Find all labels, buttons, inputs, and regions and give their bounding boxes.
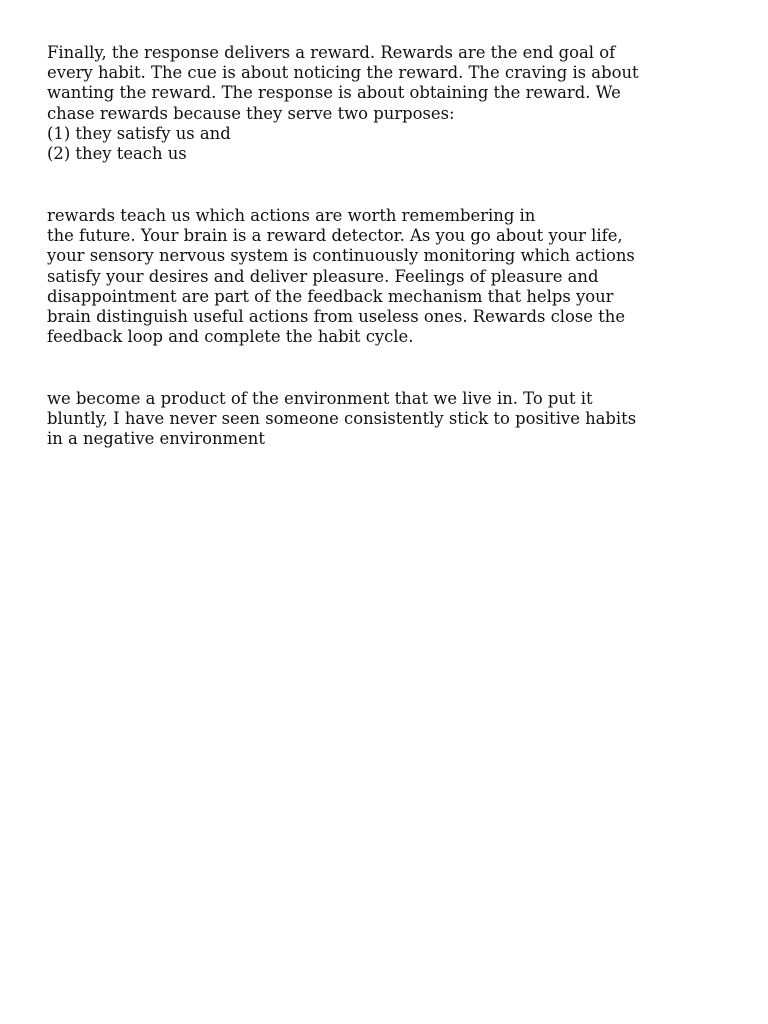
- text-line: (2) they teach us: [47, 144, 187, 164]
- text-line: every habit. The cue is about noticing the reward. The craving is about: [47, 63, 639, 83]
- text-line: the future. Your brain is a reward detector. As you go about your life,: [47, 226, 623, 246]
- text-line: rewards teach us which actions are worth remembering in: [47, 206, 536, 225]
- text-line: bluntly, I have never seen someone consistently stick to positive habits: [47, 409, 637, 429]
- paragraph-rewards-intro: [47, 43, 639, 164]
- text-line: (1) they satisfy us and: [47, 123, 231, 143]
- text-line: Finally, the response delivers a reward. Rewards are the end goal of: [47, 43, 616, 62]
- text-line: we become a product of the environment that we live in. To put it: [47, 389, 593, 408]
- text-line: in a negative environment: [47, 429, 265, 449]
- text-line: your sensory nervous system is continuously monitoring which actions: [47, 246, 635, 266]
- paragraph-reward-detector: [47, 206, 635, 347]
- text-line: feedback loop and complete the habit cycle.: [47, 327, 414, 347]
- text-line: disappointment are part of the feedback mechanism that helps your: [47, 286, 614, 306]
- text-line: brain distinguish useful actions from useless ones. Rewards close the: [47, 307, 626, 327]
- text-line: satisfy your desires and deliver pleasure. Feelings of pleasure and: [47, 266, 599, 286]
- text-line: chase rewards because they serve two purposes:: [47, 103, 455, 123]
- paragraph-environment: [47, 389, 636, 450]
- text-line: wanting the reward. The response is about obtaining the reward. We: [47, 83, 621, 103]
